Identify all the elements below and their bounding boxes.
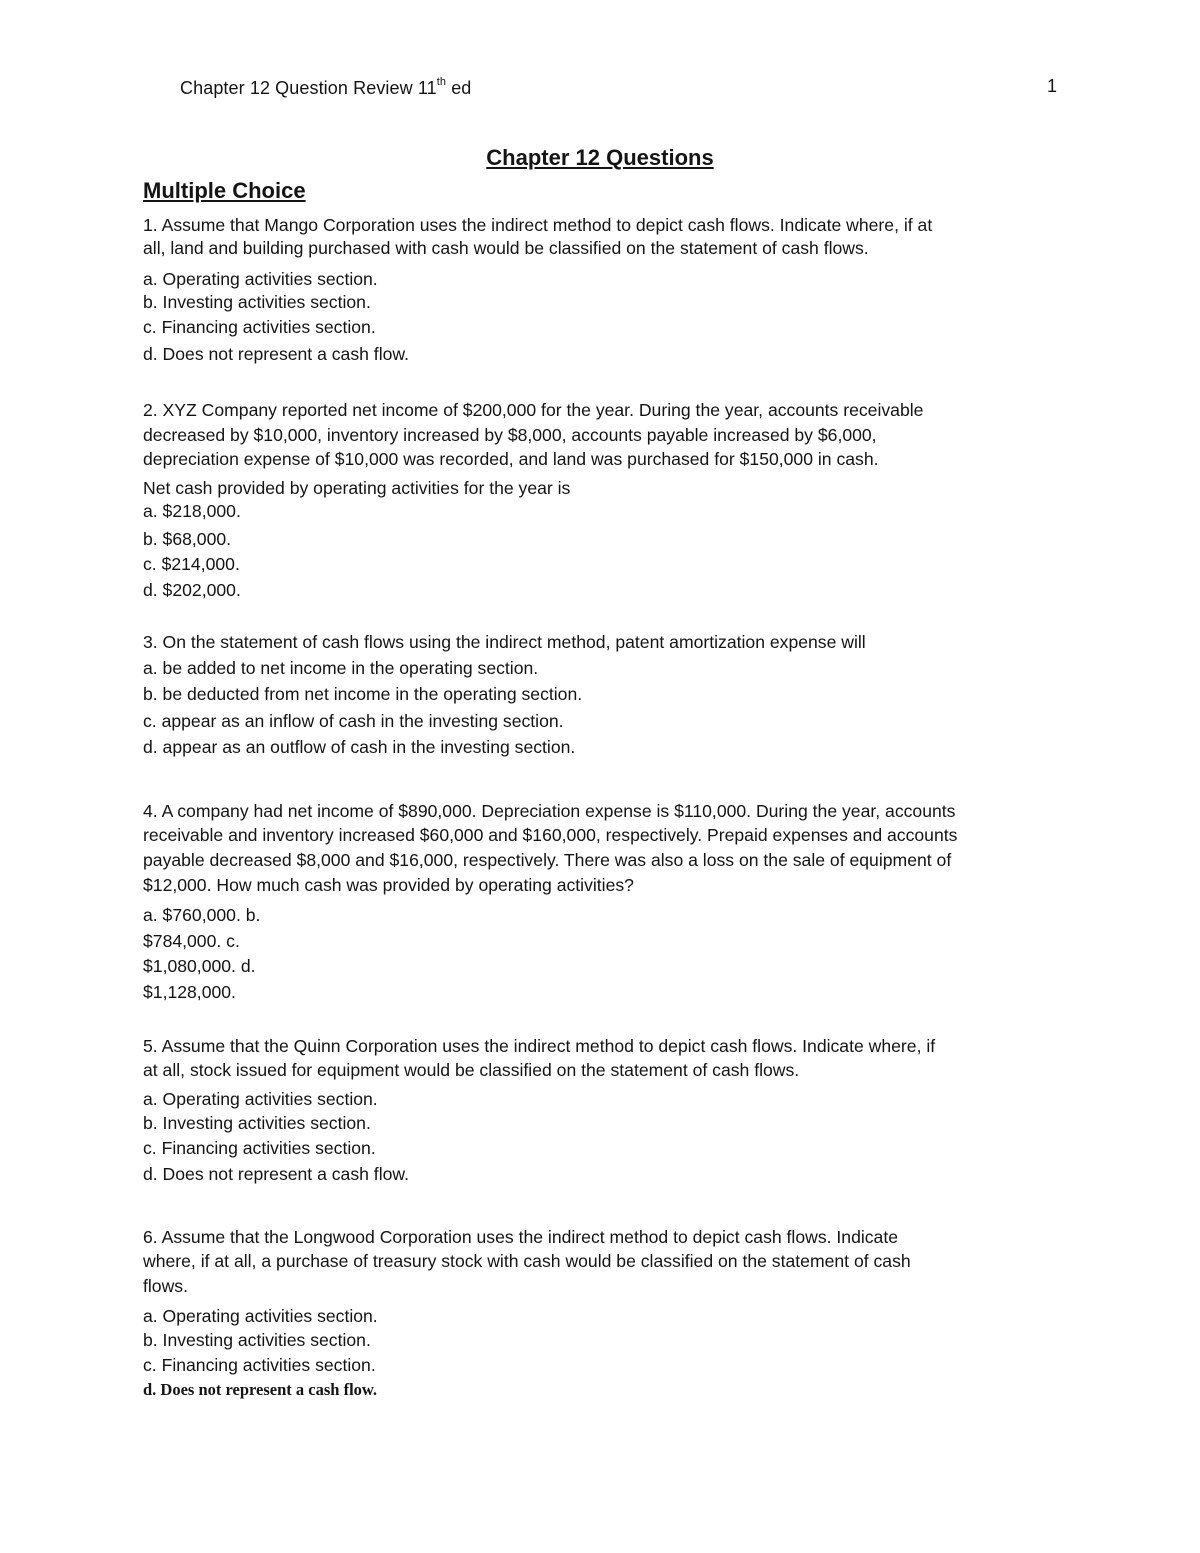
question-1-option-c: c. Financing activities section.: [143, 317, 376, 337]
question-5-option-b: b. Investing activities section.: [143, 1113, 371, 1133]
question-4-option-line-4: $1,128,000.: [143, 982, 236, 1002]
question-5-option-d: d. Does not represent a cash flow.: [143, 1164, 410, 1184]
question-3-stem-line-1: 3. On the statement of cash flows using the indirect method, patent amortization expense will: [143, 632, 866, 652]
running-header: [180, 78, 471, 99]
header-title-text: Chapter 12 Question Review 11: [180, 78, 437, 98]
question-6-option-d-highlighted-answer: d. Does not represent a cash flow.: [143, 1380, 378, 1399]
question-4-option-line-3: $1,080,000. d.: [143, 956, 256, 976]
question-6-option-a: a. Operating activities section.: [143, 1306, 378, 1326]
question-5-stem-line-1: 5. Assume that the Quinn Corporation uses the indirect method to depict cash flows. Indicate where, if: [143, 1036, 936, 1056]
question-5-stem-line-2: at all, stock issued for equipment would be classified on the statement of cash flows.: [143, 1060, 800, 1080]
question-4-option-line-1: a. $760,000. b.: [143, 905, 261, 925]
question-4-stem-line-1: 4. A company had net income of $890,000. Depreciation expense is $110,000. During the year, accounts: [143, 801, 956, 821]
question-6-stem-line-3: flows.: [143, 1276, 188, 1296]
question-1-option-d: d. Does not represent a cash flow.: [143, 344, 410, 364]
question-1-option-a: a. Operating activities section.: [143, 269, 378, 289]
document-title: Chapter 12 Questions: [486, 145, 714, 170]
page-number: 1: [1047, 76, 1058, 96]
question-6-stem-line-1: 6. Assume that the Longwood Corporation uses the indirect method to depict cash flows. Indicate: [143, 1227, 899, 1247]
question-1-option-b: b. Investing activities section.: [143, 292, 371, 312]
header-title-superscript: th: [436, 76, 447, 88]
question-6-option-b: b. Investing activities section.: [143, 1330, 371, 1350]
question-1-stem-line-1: 1. Assume that Mango Corporation uses the indirect method to depict cash flows. Indicate where, if at: [143, 215, 933, 235]
question-2-stem-line-1: 2. XYZ Company reported net income of $200,000 for the year. During the year, accounts receivable: [143, 400, 924, 420]
question-2-option-c: c. $214,000.: [143, 554, 240, 574]
header-title-suffix: ed: [446, 78, 472, 98]
question-3-option-c: c. appear as an inflow of cash in the investing section.: [143, 711, 564, 731]
question-2-option-d: d. $202,000.: [143, 580, 241, 600]
question-4-stem-line-4: $12,000. How much cash was provided by operating activities?: [143, 875, 634, 895]
question-6-stem-line-2: where, if at all, a purchase of treasury stock with cash would be classified on the statement of cash: [143, 1251, 911, 1271]
question-1-stem-line-2: all, land and building purchased with cash would be classified on the statement of cash flows.: [143, 238, 869, 258]
question-3-option-d: d. appear as an outflow of cash in the investing section.: [143, 737, 576, 757]
question-4-stem-line-2: receivable and inventory increased $60,000 and $160,000, respectively. Prepaid expenses and accounts: [143, 825, 958, 845]
question-5-option-a: a. Operating activities section.: [143, 1089, 378, 1109]
question-2-option-a: a. $218,000.: [143, 501, 241, 521]
question-2-stem-line-3: depreciation expense of $10,000 was recorded, and land was purchased for $150,000 in cash.: [143, 449, 879, 469]
question-6-option-c: c. Financing activities section.: [143, 1355, 376, 1375]
question-2-option-b: b. $68,000.: [143, 529, 232, 549]
question-5-option-c: c. Financing activities section.: [143, 1138, 376, 1158]
section-heading: Multiple Choice: [143, 178, 306, 203]
question-3-option-a: a. be added to net income in the operating section.: [143, 658, 539, 678]
question-4-option-line-2: $784,000. c.: [143, 931, 240, 951]
question-4-stem-line-3: payable decreased $8,000 and $16,000, respectively. There was also a loss on the sale of equipment of: [143, 850, 952, 870]
question-2-stem-line-4: Net cash provided by operating activities for the year is: [143, 478, 571, 498]
question-3-option-b: b. be deducted from net income in the operating section.: [143, 684, 583, 704]
question-2-stem-line-2: decreased by $10,000, inventory increased by $8,000, accounts payable increased by $6,000,: [143, 425, 877, 445]
